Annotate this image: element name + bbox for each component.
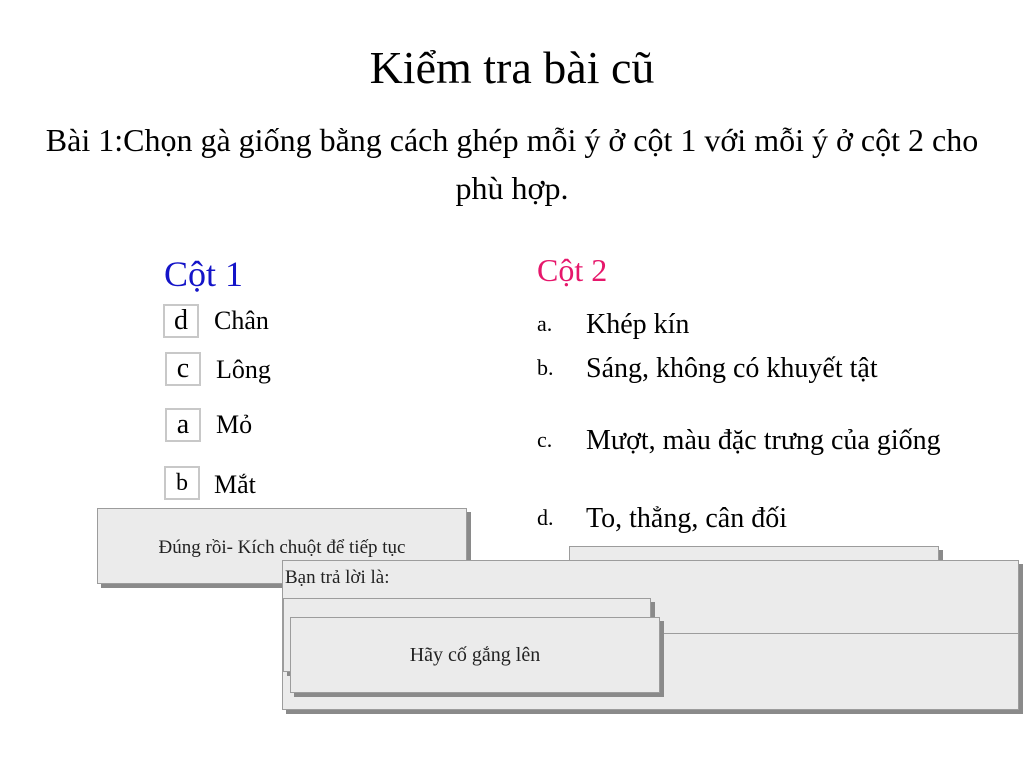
column1-item-3: Mỏ (216, 410, 253, 439)
column1-item-4: Mắt (214, 470, 256, 499)
column1-item-2: Lông (216, 355, 271, 384)
answer-box-3[interactable]: a (165, 408, 201, 442)
column1-heading: Cột 1 (164, 254, 244, 294)
try-again-text: Hãy cố gắng lên (409, 644, 541, 666)
slide-title: Kiểm tra bài cũ (369, 42, 655, 93)
column2-letter-c: c. (537, 427, 553, 452)
try-again-panel[interactable] (290, 617, 660, 693)
answer-box-2[interactable]: c (165, 352, 201, 386)
exercise-instruction: Bài 1:Chọn gà giống bằng cách ghép mỗi ý ở cột 1 với mỗi ý ở cột 2 cho phù hợp. (45, 122, 979, 206)
column2-heading: Cột 2 (537, 252, 608, 288)
panel-divider (650, 633, 1018, 634)
your-answer-label: Bạn trả lời là: (285, 567, 390, 588)
column1-item-1: Chân (214, 306, 269, 335)
column2-item-d: To, thẳng, cân đối (586, 503, 787, 534)
correct-feedback-text: Đúng rồi- Kích chuột để tiếp tục (158, 537, 406, 558)
column2-letter-a: a. (537, 311, 553, 336)
answer-box-1[interactable]: d (163, 304, 199, 338)
answer-box-4[interactable]: b (164, 466, 200, 500)
column2-item-b: Sáng, không có khuyết tật (586, 353, 878, 384)
column2-letter-d: d. (537, 505, 554, 530)
column2-item-c: Mượt, màu đặc trưng của giống (586, 425, 941, 456)
column2-item-a: Khép kín (586, 309, 690, 340)
column2-letter-b: b. (537, 355, 554, 380)
